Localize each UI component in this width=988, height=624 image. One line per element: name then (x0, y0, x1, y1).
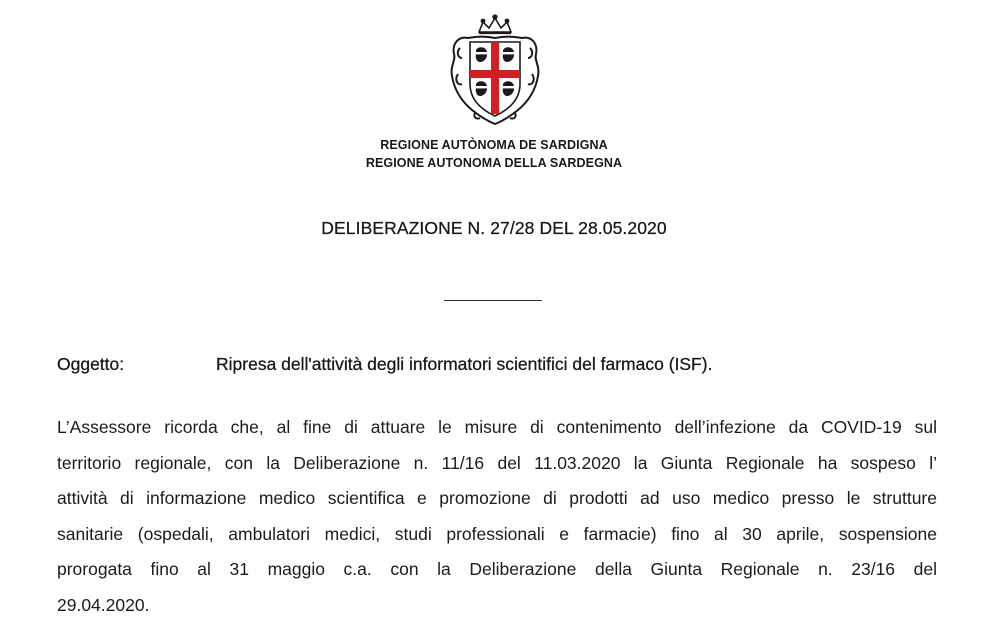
subject-label: Oggetto: (57, 354, 125, 374)
body-line: attività di informazione medico scientifica e promozione di prodotti ad uso medico presso le strutture (57, 488, 937, 509)
body-line: L’Assessore ricorda che, al fine di attuare le misure di contenimento dell’infezione da COVID-19 sul (57, 417, 937, 437)
body-paragraph (57, 410, 937, 624)
title-separator (444, 300, 542, 301)
region-name-italian: REGIONE AUTONOMA DELLA SARDEGNA (365, 156, 623, 170)
body-line: prorogata fino al 31 maggio c.a. con la Deliberazione della Giunta Regionale n. 23/16 del (57, 559, 937, 580)
region-header (0, 136, 988, 172)
region-name-sardinian: REGIONE AUTÒNOMA DE SARDIGNA (380, 138, 608, 152)
body-line: 29.04.2020. (57, 594, 150, 615)
sardinia-coat-of-arms-icon (446, 14, 544, 126)
body-line: sanitarie (ospedali, ambulatori medici, studi professionali e farmacie) fino al 30 aprile, sospensione (57, 523, 937, 544)
deliberation-title: DELIBERAZIONE N. 27/28 DEL 28.05.2020 (321, 218, 667, 238)
body-line: territorio regionale, con la Deliberazione n. 11/16 del 11.03.2020 la Giunta Regionale ha sospeso l’ (57, 452, 937, 473)
subject-text: Ripresa dell'attività degli informatori scientifici del farmaco (ISF). (216, 354, 713, 374)
